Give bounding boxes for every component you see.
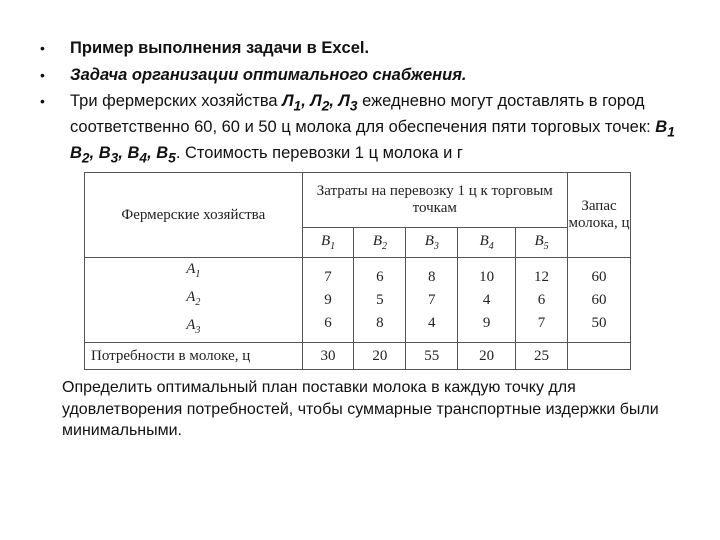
stock-col [567,258,630,343]
farms-header: Фермерские хозяйства [85,173,303,258]
farm-label-1: $A_1$ [186,261,201,280]
table-cell: 6 [324,314,332,331]
demand-cell: 55 [406,343,458,370]
table-cell: 9 [482,314,491,331]
bullet-text-3b: ежедневно могут доставлять в город соответственно 60, 60 и 50 ц молока для обеспечения пяти торговых точек: [70,92,656,136]
bullet-list [40,38,680,173]
point-b3: $В_3$ [98,143,119,165]
table-cell: 7 [324,268,332,285]
cost-table-image [84,172,631,364]
bullet-text-1: Пример выполнения задачи в Excel. [70,39,370,57]
table-cell: 9 [324,291,332,308]
demand-cell: 30 [302,343,354,370]
farm-labels [85,258,303,343]
bullet-item-2 [40,65,680,87]
table-cell: 4 [482,291,491,308]
farm-label-3: $A_3$ [186,317,201,336]
point-b4: $В_4$ [127,143,148,165]
demand-label: Потребности в молоке, ц [85,343,303,370]
demand-empty-cell [567,343,630,370]
table-cell: 60 [591,268,607,285]
point-b5: $В_5$ [156,143,176,165]
point-b2: $В_2$ [70,143,90,165]
bullet-item-1 [40,38,680,60]
cost-col-b2 [354,258,406,343]
cost-col-b5 [516,258,568,343]
table-cell: 5 [376,291,384,308]
cost-col-b1 [302,258,354,343]
bullet-text-2: Задача организации оптимального снабжения. [70,65,467,84]
table-cell: 8 [428,268,436,285]
table-cell: 6 [376,268,384,285]
stock-header: Запас молока, ц [567,173,630,258]
task-statement: Определить оптимальный план поставки молока в каждую точку для удовлетворения потребностей, чтобы суммарные транспортные издержки были минимальными. [62,379,659,439]
table-cell: 6 [537,291,546,308]
point-header-4: $B_4$ [458,228,516,258]
point-b1: $В_1$ [655,117,675,140]
cost-col-b4 [458,258,516,343]
table-cell: 7 [428,291,436,308]
table-cell: 8 [376,314,384,331]
farm-l2: $Л_2$ [310,92,330,114]
point-header-5: $B_5$ [516,228,568,258]
table-cell: 12 [534,268,550,285]
bullet-text-3a: Три фермерских хозяйства [70,92,283,110]
cost-table [84,172,631,370]
cost-col-b3 [406,258,458,343]
point-header-1: $B_1$ [302,228,354,258]
demand-cell: 25 [516,343,568,370]
table-cell: 50 [591,314,607,331]
bullet-item-3: • Три фермерских хозяйства $Л_1$, $Л_2$, $Л_3$ ежедневно могут доставлять в город соответственно 60, 60 и 50 ц молока для обеспечения пяти торговых точек: $В_1$ $В_2$, $В_3$, $В_4$, $В_5$. Стоимость перевозки 1 ц молока и г [40,91,680,168]
cost-header: Затраты на перевозку 1 ц к торговым точкам [302,173,567,228]
point-header-3: $B_3$ [406,228,458,258]
farm-label-2: $A_2$ [186,289,201,308]
demand-cell: 20 [354,343,406,370]
bullet-text-3c: . Стоимость перевозки 1 ц молока и г [175,143,463,162]
farm-l1: $Л_1$ [282,92,302,114]
table-cell: 7 [537,314,546,331]
table-cell: 4 [428,314,436,331]
table-cell: 10 [479,268,495,285]
farm-l3: $Л_3$ [338,92,358,114]
point-header-2: $B_2$ [354,228,406,258]
table-cell: 60 [591,291,607,308]
demand-cell: 20 [458,343,516,370]
